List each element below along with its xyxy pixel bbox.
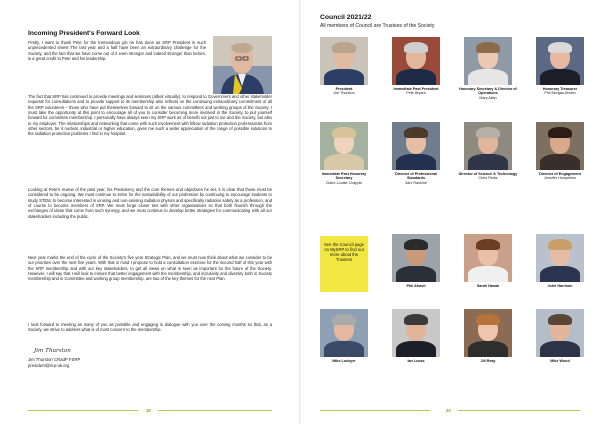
member-name: Mike Wood (550, 359, 570, 363)
member-name: Phil Ahmet (406, 284, 426, 288)
member-name: Chris Parks (478, 176, 498, 181)
member-photo (464, 122, 512, 170)
council-subtitle: All members of Council are Trustees of the Society (320, 23, 435, 29)
council-member-card (530, 234, 590, 288)
member-role: Director of Professional Standards (395, 172, 437, 181)
member-photo (464, 37, 512, 85)
member-photo (320, 37, 368, 85)
member-photo (392, 234, 440, 282)
member-role: President (335, 87, 353, 91)
member-photo (536, 234, 584, 282)
member-photo (320, 122, 368, 170)
council-member-card (458, 122, 518, 181)
member-name: Phil Morgan-Brown (544, 91, 576, 96)
member-photo (392, 309, 440, 357)
member-role: Director of Engagement (539, 172, 581, 176)
member-name: John Harrison (547, 284, 573, 288)
member-photo (536, 122, 584, 170)
council-member-card (458, 234, 518, 288)
council-member-card (386, 37, 446, 96)
article-title: Incoming President's Forward Look (28, 30, 140, 37)
council-member-card (314, 122, 374, 185)
member-photo (536, 309, 584, 357)
member-name: Claire-Louise Chapple (325, 180, 363, 185)
member-photo (464, 234, 512, 282)
paragraph-4: Next year marks the end of the cycle of the Society's five year Strategic Plan, and we must now think about what we consider to be our priorities over the next five years. With that in mind I propose to hold a consultation exercise for the second half of this year with the SRP membership and with our key stakeholders, to get all views on what is seen as important for the future of the Society. However, I will say that I will look to ensure that better engagement with the membership, and inclusivity and diversity both in Society membership and in Committee and working group membership, are two of the key themes for the next Plan. (28, 255, 272, 282)
council-member-card (386, 122, 446, 185)
signature-name: Jim Thurston CRadP FSRP (28, 357, 81, 362)
president-portrait (213, 36, 272, 94)
member-photo (320, 309, 368, 357)
paragraph-3: Looking at Pete's review of the past year, his Presidency and the core themes and objectives he set, it is clear that those must be considered to be ongoing. We must continue to strive for the sustainability of our profession by continuing to encourage students to study STEM, to become interested in ionising and non-ionising radiation physics and specifically radiation safety as a profession, and of course to become members of SRP. We must forge closer ties with other organisations so that both flourish through the exchanges of ideas that come from such synergy, and we must continue to develop better strategies for communicating with all our stakeholders including the public. (28, 187, 272, 219)
council-member-card (458, 37, 518, 100)
member-name: Jim Thurston (333, 91, 355, 96)
signature-email: president@srp-uk.org (28, 362, 70, 368)
council-member-card (530, 37, 590, 96)
right-page (300, 0, 600, 424)
member-role: Honorary Secretary & Director of Operations (459, 87, 517, 96)
member-name: Jill Reay (480, 359, 496, 363)
member-role: Honorary Treasurer (542, 87, 578, 91)
member-role: Immediate Past Honorary Secretary (321, 172, 367, 181)
council-member-card (386, 234, 446, 288)
mysrp-notice: See the Council page on MySRP to find out more about the Trustees (320, 236, 368, 292)
paragraph-2: The fact that SRP has continued to provide meetings and seminars (albeit virtually), to respond to Government and other stakeholder requests for consultations and to provide support to its membership also reflects on the continuing extraordinary commitment of all the SRP volunteers – those who have put themselves forward to sit on the various committees and working groups of the Society. I must take the opportunity at this point to encourage all of you to consider becoming more involved in the Society, to put yourself forward for committee membership. I personally have always seen my SRP work as of benefit not just to me and the Society, but also to my employer. The relationships and networking that come with such involvement with fellow radiation protection professionals from other sectors, be it nuclear, industrial or higher education, gives me such a wider appreciation of the range of possible solutions to the radiation protection problems I find in my hospital. (28, 94, 272, 137)
member-photo (464, 309, 512, 357)
member-name: Jennifer Humphries (544, 176, 576, 181)
council-member-card (530, 309, 590, 363)
member-photo (392, 122, 440, 170)
member-name: Mike Lockyer (332, 359, 356, 363)
signature-block (28, 357, 80, 368)
member-name: Sarah Hanak (476, 284, 500, 288)
member-role: Immediate Past President (393, 87, 439, 91)
council-member-card (314, 309, 374, 363)
member-name: Mary Allan (479, 95, 497, 100)
council-member-card (386, 309, 446, 363)
member-photo (392, 37, 440, 85)
page-number-right-text: 20 (446, 408, 451, 413)
page-number-left-text: 19 (146, 408, 151, 413)
council-title: Council 2021/22 (320, 14, 372, 21)
member-name: Alex Rankine (405, 180, 427, 185)
member-role: Director of Science & Technology (458, 172, 518, 176)
signature: Jim Thurston (34, 348, 71, 354)
council-member-card (458, 309, 518, 363)
council-member-card (530, 122, 590, 181)
paragraph-5: I look forward to meeting as many of you as possible and engaging in dialogue with you over the coming months so that, as a Society, we strive to address what is of most concern to the membership. (28, 322, 272, 333)
paragraph-1: Firstly, I want to thank Pete for the tremendous job he has done as SRP President in such unprecedented times! The last year and a half have been an extraordinary challenge for the Society, and the fact that we have come out of it even stronger and indeed stronger than before, is a great credit to Pete and his leadership. (28, 40, 206, 62)
member-photo (536, 37, 584, 85)
member-name: Ian Lucas (407, 359, 425, 363)
member-name: Pete Bryant (406, 91, 426, 96)
council-member-card (314, 37, 374, 96)
